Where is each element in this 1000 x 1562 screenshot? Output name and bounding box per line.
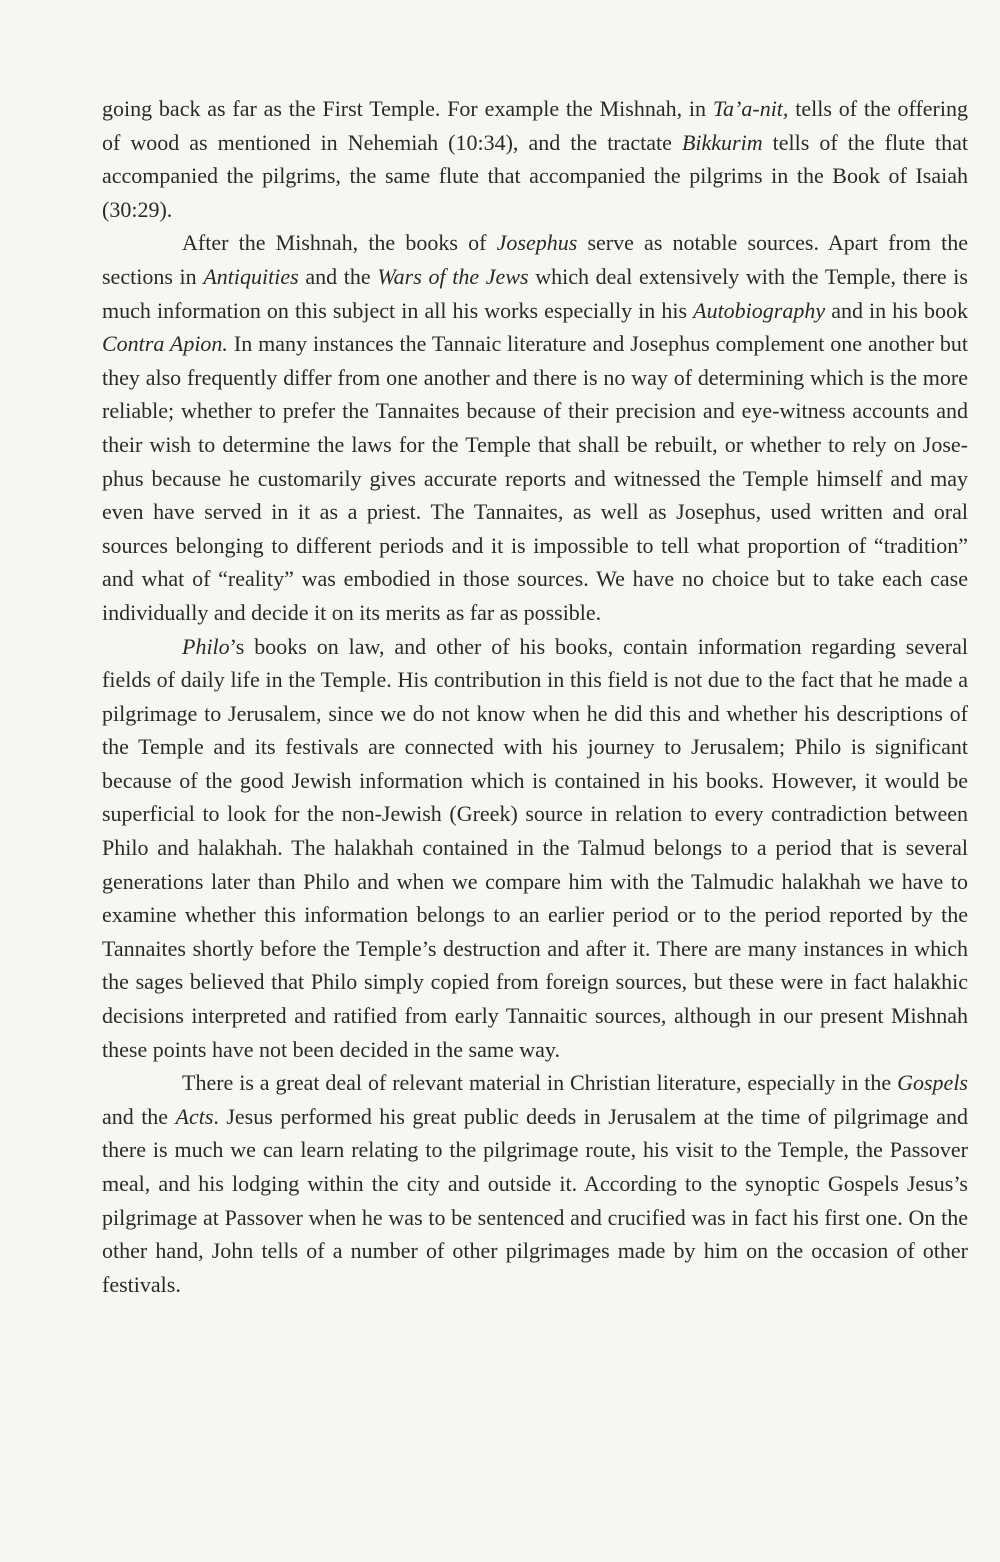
paragraph-text: and the [298, 263, 378, 289]
italic-title-text: Autobiography [693, 297, 826, 323]
body-paragraph [102, 226, 968, 629]
italic-title-text: Josephus [496, 230, 578, 256]
document-page [102, 92, 968, 1301]
italic-title-text: Bikkurim [681, 129, 763, 155]
paragraph-text: . Jesus performed his great public deeds in Jerusalem at the time of pilgrimage and there is much we can learn relating to the pilgrimage route, his visit to the Temple, the Passover meal, and his lodging within the city and outside it. According to the synoptic Gospels Jesus’s pilgrimage at Passover when he was to be sentenced and crucified was in fact his first one. On the other hand, John tells of a number of other pilgrimages made by him on the occasion of other festivals. [102, 1103, 968, 1297]
paragraph-text: serve as notable sources. Apart from the sections in [102, 230, 969, 289]
body-paragraph [102, 92, 968, 226]
italic-title-text: Ta’a-nit, [712, 96, 789, 121]
italic-title-text: Philo [182, 633, 230, 659]
body-paragraph [102, 630, 968, 1067]
italic-title-text: Gospels [897, 1070, 968, 1096]
paragraph-text: and the [102, 1103, 176, 1129]
paragraph-text: In many instances the Tannaic literature and Josephus complement one another but they also frequently differ from one another and there is no way of determining which is the more reliable; whether to prefer the Tannaites because of their precision and eye-witness accounts and their wish to determine the laws for the Temple that shall be rebuilt, or whether to rely on Josephus because he customarily gives accurate reports and witnessed the Temple himself and may even have served in it as a priest. The Tannaites, as well as Josephus, used written and oral sources belonging to different periods and it is impossible to tell what proportion of “tradition” and what of “reality” was embodied in those sources. We have no choice but to take each case individually and decide it on its merits as far as possible. [102, 331, 968, 625]
italic-title-text: Antiquities [203, 263, 299, 289]
italic-title-text: Acts [175, 1103, 214, 1129]
paragraph-text: tells of the flute that accompanied the pilgrims, the same flute that accompanied the pilgrims in the Book of Isaiah (30:29). [102, 129, 968, 222]
paragraph-text: which deal extensively with the Temple, there is much information on this subject in all his works especially in his [102, 263, 968, 323]
italic-title-text: Wars of the Jews [377, 263, 529, 289]
body-paragraph [102, 1066, 968, 1301]
paragraph-text: going back as far as the First Temple. For example the Mishnah, in [102, 96, 713, 121]
italic-title-text: Contra Apion. [102, 331, 228, 357]
paragraph-text: There is a great deal of relevant material in Christian literature, especially in the [182, 1070, 898, 1096]
paragraph-text: tells of the offering of wood as mentioned in Nehemiah (10:34), and the tractate [102, 96, 968, 155]
paragraph-text: After the Mishnah, the books of [182, 230, 497, 256]
paragraph-text: ’s books on law, and other of his books, contain information regarding several fields of daily life in the Temple. His contribution in this field is not due to the fact that he made a pilgrimage to Jerusalem, since we do not know when he did this and whether his descriptions of the Temple and its festivals are connected with his journey to Jerusalem; Philo is significant because of the good Jewish information which is contained in his books. However, it would be superficial to look for the non-Jewish (Greek) source in relation to every contradiction between Philo and halakhah. The halakhah contained in the Talmud belongs to a period that is several generations later than Philo and when we compare him with the Talmudic halakhah we have to examine whether this information belongs to an earlier period or to the period reported by the Tannaites shortly before the Temple’s destruction and after it. There are many instances in which the sages believed that Philo simply copied from foreign sources, but these were in fact halakhic decisions interpreted and ratified from early Tannaitic sources, although in our present Mishnah these points have not been decided in the same way. [102, 633, 968, 1062]
paragraph-text: and in his book [825, 297, 968, 323]
